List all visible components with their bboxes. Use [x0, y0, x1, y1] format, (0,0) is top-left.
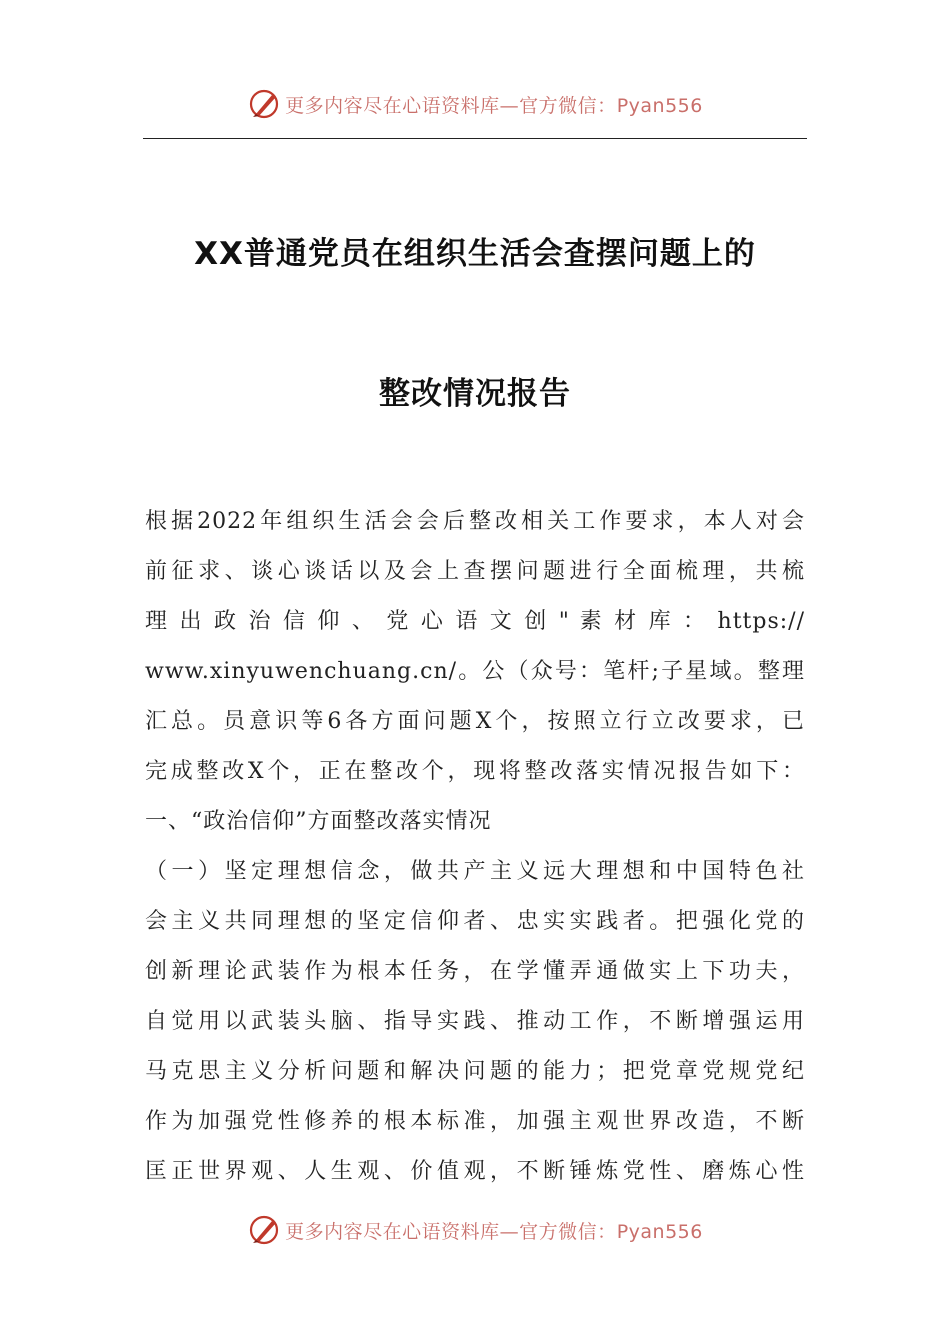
watermark-brand: 更多内容尽在心语资料库	[285, 1220, 500, 1243]
watermark-wechat-id: Pyan556	[616, 1220, 703, 1243]
watermark-dash: —	[499, 1220, 520, 1243]
body-line: 根据2022年组织生活会会后整改相关工作要求，本人对会	[145, 509, 805, 534]
pen-nib-logo-icon	[247, 1213, 281, 1247]
document-body	[145, 497, 805, 1197]
watermark-wechat-label: 官方微信：	[519, 94, 617, 117]
body-line: 理 出 政 治 信 仰 、 党 心 语 文 创 " 素 材 库 ： https://	[145, 609, 805, 634]
body-line: 作为加强党性修养的根本标准，加强主观世界改造，不断	[145, 1109, 805, 1134]
document-title-line1: XX普通党员在组织生活会查摆问题上的	[194, 236, 756, 272]
document-title-line2: 整改情况报告	[379, 376, 571, 412]
body-line: （一）坚定理想信念，做共产主义远大理想和中国特色社	[145, 859, 805, 884]
watermark-text	[285, 1217, 703, 1244]
body-line: 完成整改X个，正在整改个，现将整改落实情况报告如下：	[145, 759, 805, 784]
body-line: 汇总。员意识等6各方面问题X个，按照立行立改要求，已	[145, 709, 805, 734]
watermark-brand: 更多内容尽在心语资料库	[285, 94, 500, 117]
header-divider	[143, 138, 807, 139]
body-line: www.xinyuwenchuang.cn/。公（众号：笔杆;子星域。整理	[145, 659, 805, 684]
body-line: 自觉用以武装头脑、指导实践、推动工作，不断增强运用	[145, 1009, 805, 1034]
pen-nib-logo-icon	[247, 87, 281, 121]
header-watermark-banner	[0, 84, 950, 124]
body-line: 匡正世界观、人生观、价值观，不断锤炼党性、磨炼心性	[145, 1159, 805, 1184]
body-line: 前征求、谈心谈话以及会上查摆问题进行全面梳理，共梳	[145, 559, 805, 584]
watermark-text	[285, 91, 703, 118]
section-heading: 一、“政治信仰”方面整改落实情况	[145, 809, 492, 834]
body-line: 创新理论武装作为根本任务，在学懂弄通做实上下功夫，	[145, 959, 805, 984]
footer-watermark-banner	[0, 1210, 950, 1250]
watermark-dash: —	[499, 94, 520, 117]
watermark-wechat-id: Pyan556	[616, 94, 703, 117]
watermark-wechat-label: 官方微信：	[519, 1220, 617, 1243]
body-line: 马克思主义分析问题和解决问题的能力；把党章党规党纪	[145, 1059, 805, 1084]
body-line: 会主义共同理想的坚定信仰者、忠实实践者。把强化党的	[145, 909, 805, 934]
